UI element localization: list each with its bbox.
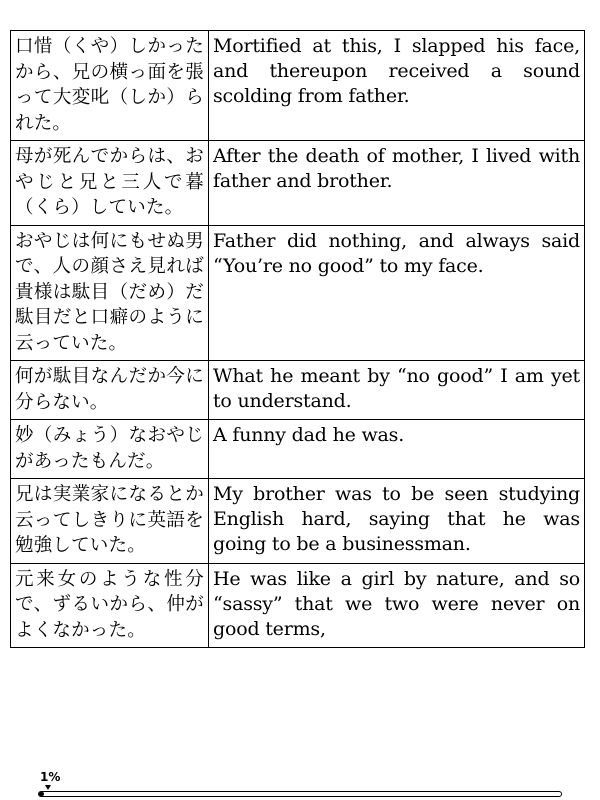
- english-text-cell: After the death of mother, I lived with father and brother.: [209, 141, 585, 226]
- japanese-text-cell: おやじは何にもせぬ男で、人の顔さえ見れば貴様は駄目（だめ）だ駄目だと口癖のように云っていた。: [11, 225, 209, 361]
- japanese-text-cell: 妙（みょう）なおやじがあったもんだ。: [11, 420, 209, 479]
- table-row: [11, 361, 585, 420]
- table-row: [11, 141, 585, 226]
- english-text-cell: My brother was to be seen studying English hard, saying that he was going to be a businessman.: [209, 479, 585, 564]
- japanese-text-cell: 口惜（くや）しかったから、兄の横っ面を張って大変叱（しか）られた。: [11, 31, 209, 141]
- english-text-cell: He was like a girl by nature, and so “sassy” that we two were never on good terms,: [209, 563, 585, 648]
- english-text-cell: Mortified at this, I slapped his face, and thereupon received a sound scolding from father.: [209, 31, 585, 141]
- english-text-cell: What he meant by “no good” I am yet to understand.: [209, 361, 585, 420]
- progress-percent-label: 1%: [40, 770, 61, 784]
- table-row: [11, 479, 585, 564]
- table-row: [11, 563, 585, 648]
- japanese-text-cell: 母が死んでからは、おやじと兄と三人で暮（くら）していた。: [11, 141, 209, 226]
- english-text-cell: Father did nothing, and always said “You’re no good” to my face.: [209, 225, 585, 361]
- progress-bar-fill: [39, 792, 44, 796]
- japanese-text-cell: 何が駄目なんだか今に分らない。: [11, 361, 209, 420]
- japanese-text-cell: 元来女のような性分で、ずるいから、仲がよくなかった。: [11, 563, 209, 648]
- table-row: [11, 31, 585, 141]
- progress-marker-icon: [45, 785, 51, 790]
- reading-progress[interactable]: [38, 770, 562, 800]
- progress-bar-track[interactable]: [38, 791, 562, 797]
- table-row: [11, 420, 585, 479]
- english-text-cell: A funny dad he was.: [209, 420, 585, 479]
- parallel-text-table: [10, 30, 585, 648]
- japanese-text-cell: 兄は実業家になるとか云ってしきりに英語を勉強していた。: [11, 479, 209, 564]
- table-row: [11, 225, 585, 361]
